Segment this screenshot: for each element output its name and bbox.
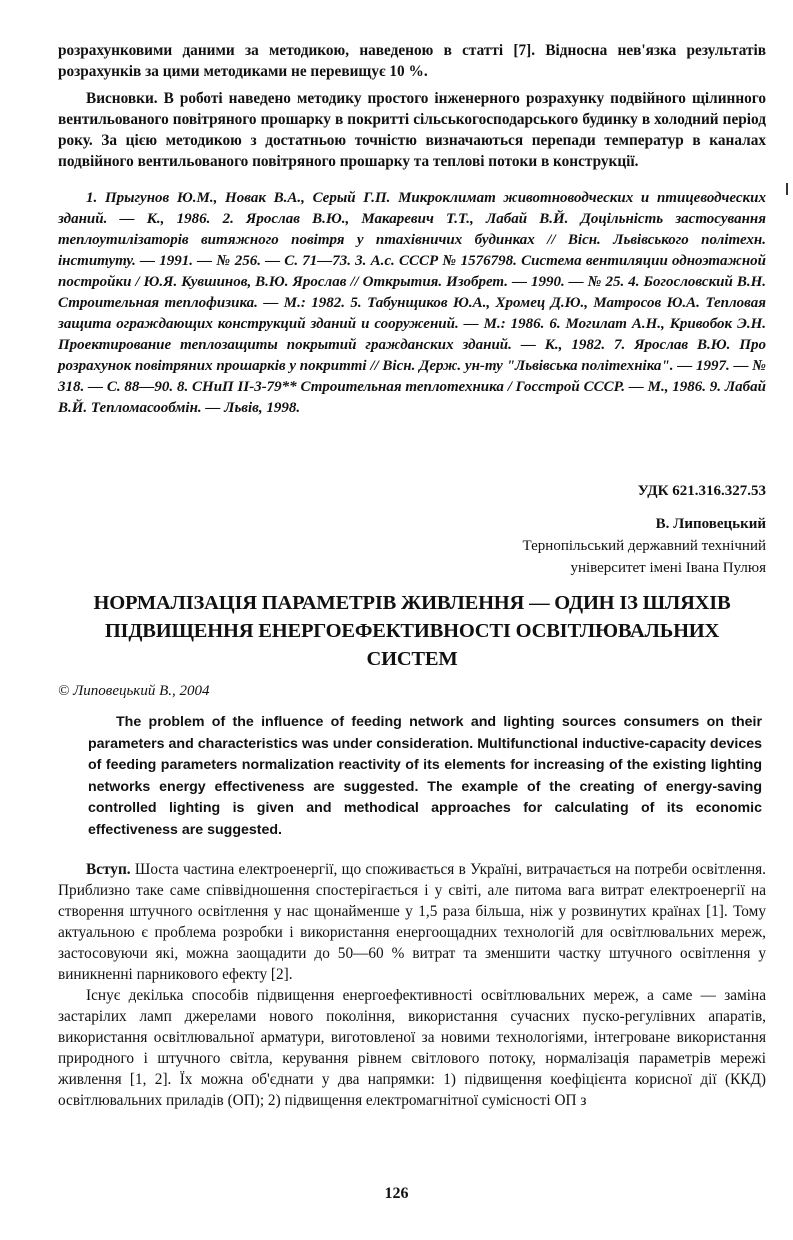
copyright-line: © Липовецький В., 2004	[58, 683, 210, 699]
page-content	[58, 40, 766, 1111]
intro-text: Шоста частина електроенергії, що споживається в Україні, витрачається на потреби освітлення. Приблизно таке саме співвідношення спостерігається і у світі, але питома вага витрат електроенергії на створення штучного освітлення у нас щонайменше у 1,5 раза більша, ніж у розвинутих країнах [1]. Тому актуальною є проблема розробки і використання енергоощадних технологій для освітлювальних мереж, застосовуючи які, можна заощадити до 50—60 % витрат та зменшити частку штучного освітлення у виникненні парникового ефекту [2].	[58, 861, 766, 983]
intro-paragraph	[58, 859, 766, 985]
intro-lead: Вступ.	[86, 861, 131, 878]
conclusions-paragraph	[58, 88, 766, 172]
references-list: 1. Прыгунов Ю.М., Новак В.А., Серый Г.П. Микроклимат животноводческих и птицеводческих зданий. — К., 1986. 2. Ярослав В.Ю., Макаревич Т.Т., Лабай В.Й. Доцільність застосування теплоутилізаторів витяжного повітря у птахівничих будинках // Вісн. Львівського політехн. інституту. — 1991. — № 256. — С. 71—73. 3. А.с. СССР № 1576798. Система вентиляции одноэтажной постройки / Ю.Я. Кувшинов, В.Ю. Ярослав // Открытия. Изобрет. — 1990. — № 25. 4. Богословский В.Н. Строительная теплофизика. — М.: 1982. 5. Табунщиков Ю.А., Хромец Д.Ю., Матросов Ю.А. Тепловая защита ограждающих конструкций зданий и сооружений. — М.: 1986. 6. Могилат А.Н., Кривобок Э.Н. Проектирование теплозащиты покрытий гражданских зданий. — К., 1982. 7. Ярослав В.Ю. Про розрахунок повітряних прошарків у покритті // Вісн. Держ. ун-ту "Львівська політехніка". — 1997. — № 318. — С. 88—90. 8. СНиП II-3-79** Строительная теплотехника / Госстрой СССР. — М., 1986. 9. Лабай В.Й. Тепломасообмін. — Львів, 1998.	[58, 190, 766, 416]
author-name: В. Липовецький	[655, 516, 766, 532]
udk-code: УДК 621.316.327.53	[637, 483, 766, 499]
conclusions-lead: Висновки.	[86, 90, 158, 107]
article-title: НОРМАЛІЗАЦІЯ ПАРАМЕТРІВ ЖИВЛЕННЯ — ОДИН ІЗ ШЛЯХІВ ПІДВИЩЕННЯ ЕНЕРГОЕФЕКТИВНОСТІ ОСВІТЛЮВАЛЬНИХ СИСТЕМ	[93, 592, 731, 670]
affiliation-line-1: Тернопільський державний технічний	[522, 538, 766, 554]
body-paragraph-2: Існує декілька способів підвищення енергоефективності освітлювальних мереж, а саме — заміна застарілих ламп джерелами нового покоління, використання сучасних пуско-регулівних апаратів, використання освітлювальної арматури, виготовленої за новими технологіями, інтегроване використання природного і штучного світла, керування рівнем світлового потоку, нормалізація параметрів мережі живлення [1, 2]. Їх можна об'єднати у два напрямки: 1) підвищення коефіцієнта корисної дії (ККД) освітлювальних приладів (ОП); 2) підвищення електромагнітної сумісності ОП з	[58, 987, 766, 1109]
top-paragraph: розрахунковими даними за методикою, наведеною в статті [7]. Відносна нев'язка результатів розрахунків за цими методиками не перевищує 10 %.	[58, 42, 766, 80]
page-number: 126	[384, 1185, 409, 1202]
abstract-english: The problem of the influence of feeding network and lighting sources consumers on their parameters and characteristics was under consideration. Multifunctional inductive-capacity devices of feeding parameters normalization reactivity of its elements for increasing of the existing lighting networks energy effectiveness are suggested. The example of the creating of energy-saving controlled lighting is given and methodical approaches for calculating of its economic effectiveness are suggested.	[88, 714, 762, 838]
affiliation-line-2: університет імені Івана Пулюя	[570, 560, 766, 576]
conclusions-text: В роботі наведено методику простого інженерного розрахунку подвійного щілинного вентильованого повітряного прошарку в покритті сільськогосподарського будинку в холодний період року. За цією методикою з достатньою точністю визначаються перепади температур в каналах подвійного вентильованого повітряного прошарку та теплові потоки в конструкції.	[58, 90, 766, 170]
margin-mark	[786, 183, 788, 195]
